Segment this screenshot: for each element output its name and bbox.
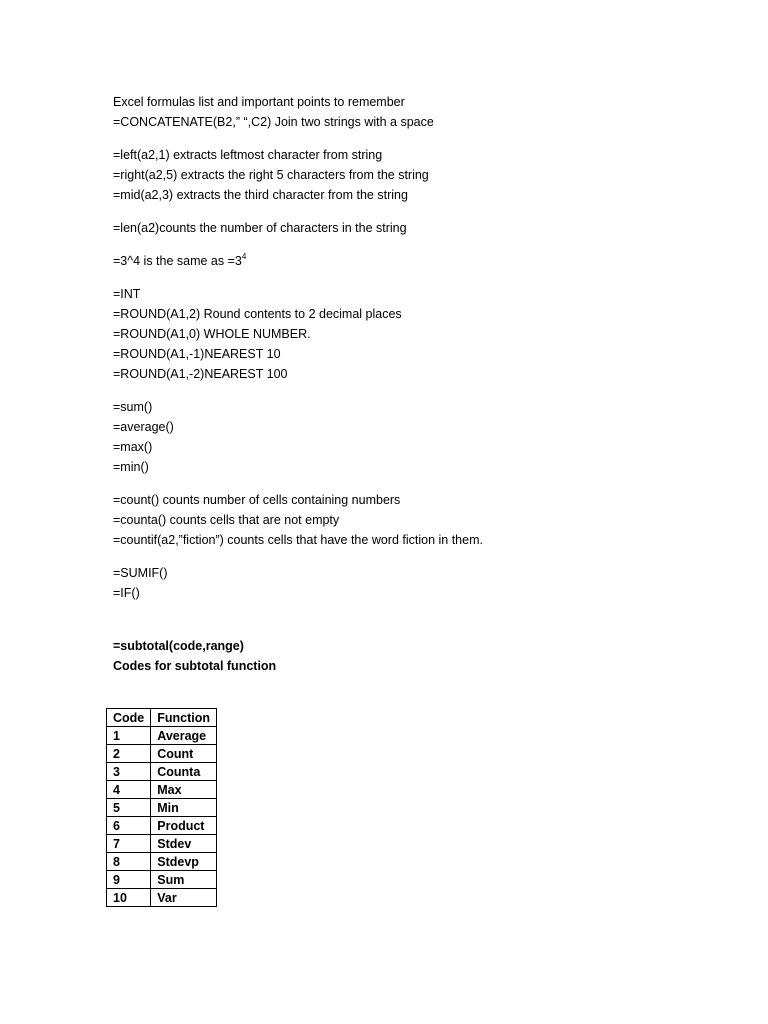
- round-neg2-line: =ROUND(A1,-2)NEAREST 100: [113, 367, 288, 381]
- function-cell: Count: [151, 745, 217, 763]
- table-row: [107, 853, 217, 871]
- function-cell: Stdevp: [151, 853, 217, 871]
- function-cell: Average: [151, 727, 217, 745]
- subtotal-heading: =subtotal(code,range): [113, 639, 244, 653]
- document-body: [113, 92, 713, 676]
- table-row: [107, 781, 217, 799]
- code-cell: 2: [107, 745, 151, 763]
- table-row: [107, 763, 217, 781]
- function-cell: Counta: [151, 763, 217, 781]
- code-cell: 8: [107, 853, 151, 871]
- table-row: [107, 871, 217, 889]
- average-line: =average(): [113, 420, 174, 434]
- mid-line: =mid(a2,3) extracts the third character from the string: [113, 188, 408, 202]
- round-0-line: =ROUND(A1,0) WHOLE NUMBER.: [113, 327, 311, 341]
- code-cell: 9: [107, 871, 151, 889]
- header-function: Function: [151, 709, 217, 727]
- function-cell: Max: [151, 781, 217, 799]
- code-cell: 4: [107, 781, 151, 799]
- doc-title: Excel formulas list and important points to remember: [113, 95, 405, 109]
- function-cell: Min: [151, 799, 217, 817]
- function-cell: Stdev: [151, 835, 217, 853]
- count-line: =count() counts number of cells containing numbers: [113, 493, 401, 507]
- function-cell: Product: [151, 817, 217, 835]
- table-row: [107, 889, 217, 907]
- table-row: [107, 817, 217, 835]
- countif-line: =countif(a2,”fiction”) counts cells that have the word fiction in them.: [113, 533, 483, 547]
- table-header-row: [107, 709, 217, 727]
- left-line: =left(a2,1) extracts leftmost character from string: [113, 148, 383, 162]
- subtotal-codes-table: [106, 708, 217, 907]
- table-row: [107, 727, 217, 745]
- header-code: Code: [107, 709, 151, 727]
- table-row: [107, 799, 217, 817]
- code-cell: 5: [107, 799, 151, 817]
- round-2-line: =ROUND(A1,2) Round contents to 2 decimal places: [113, 307, 402, 321]
- sum-line: =sum(): [113, 400, 153, 414]
- power-line-text: =3^4 is the same as =3: [113, 254, 242, 268]
- sumif-line: =SUMIF(): [113, 566, 168, 580]
- function-cell: Var: [151, 889, 217, 907]
- right-line: =right(a2,5) extracts the right 5 characters from the string: [113, 168, 429, 182]
- code-cell: 10: [107, 889, 151, 907]
- min-line: =min(): [113, 460, 149, 474]
- if-line: =IF(): [113, 586, 140, 600]
- counta-line: =counta() counts cells that are not empty: [113, 513, 340, 527]
- function-cell: Sum: [151, 871, 217, 889]
- table-row: [107, 835, 217, 853]
- code-cell: 6: [107, 817, 151, 835]
- concatenate-line: =CONCATENATE(B2,” “,C2) Join two strings with a space: [113, 115, 434, 129]
- code-cell: 3: [107, 763, 151, 781]
- round-neg1-line: =ROUND(A1,-1)NEAREST 10: [113, 347, 281, 361]
- max-line: =max(): [113, 440, 153, 454]
- code-cell: 1: [107, 727, 151, 745]
- power-superscript: 4: [241, 252, 247, 261]
- subtotal-subheading: Codes for subtotal function: [113, 659, 277, 673]
- power-line: [113, 251, 713, 271]
- code-cell: 7: [107, 835, 151, 853]
- table-row: [107, 745, 217, 763]
- len-line: =len(a2)counts the number of characters in the string: [113, 221, 407, 235]
- int-line: =INT: [113, 287, 141, 301]
